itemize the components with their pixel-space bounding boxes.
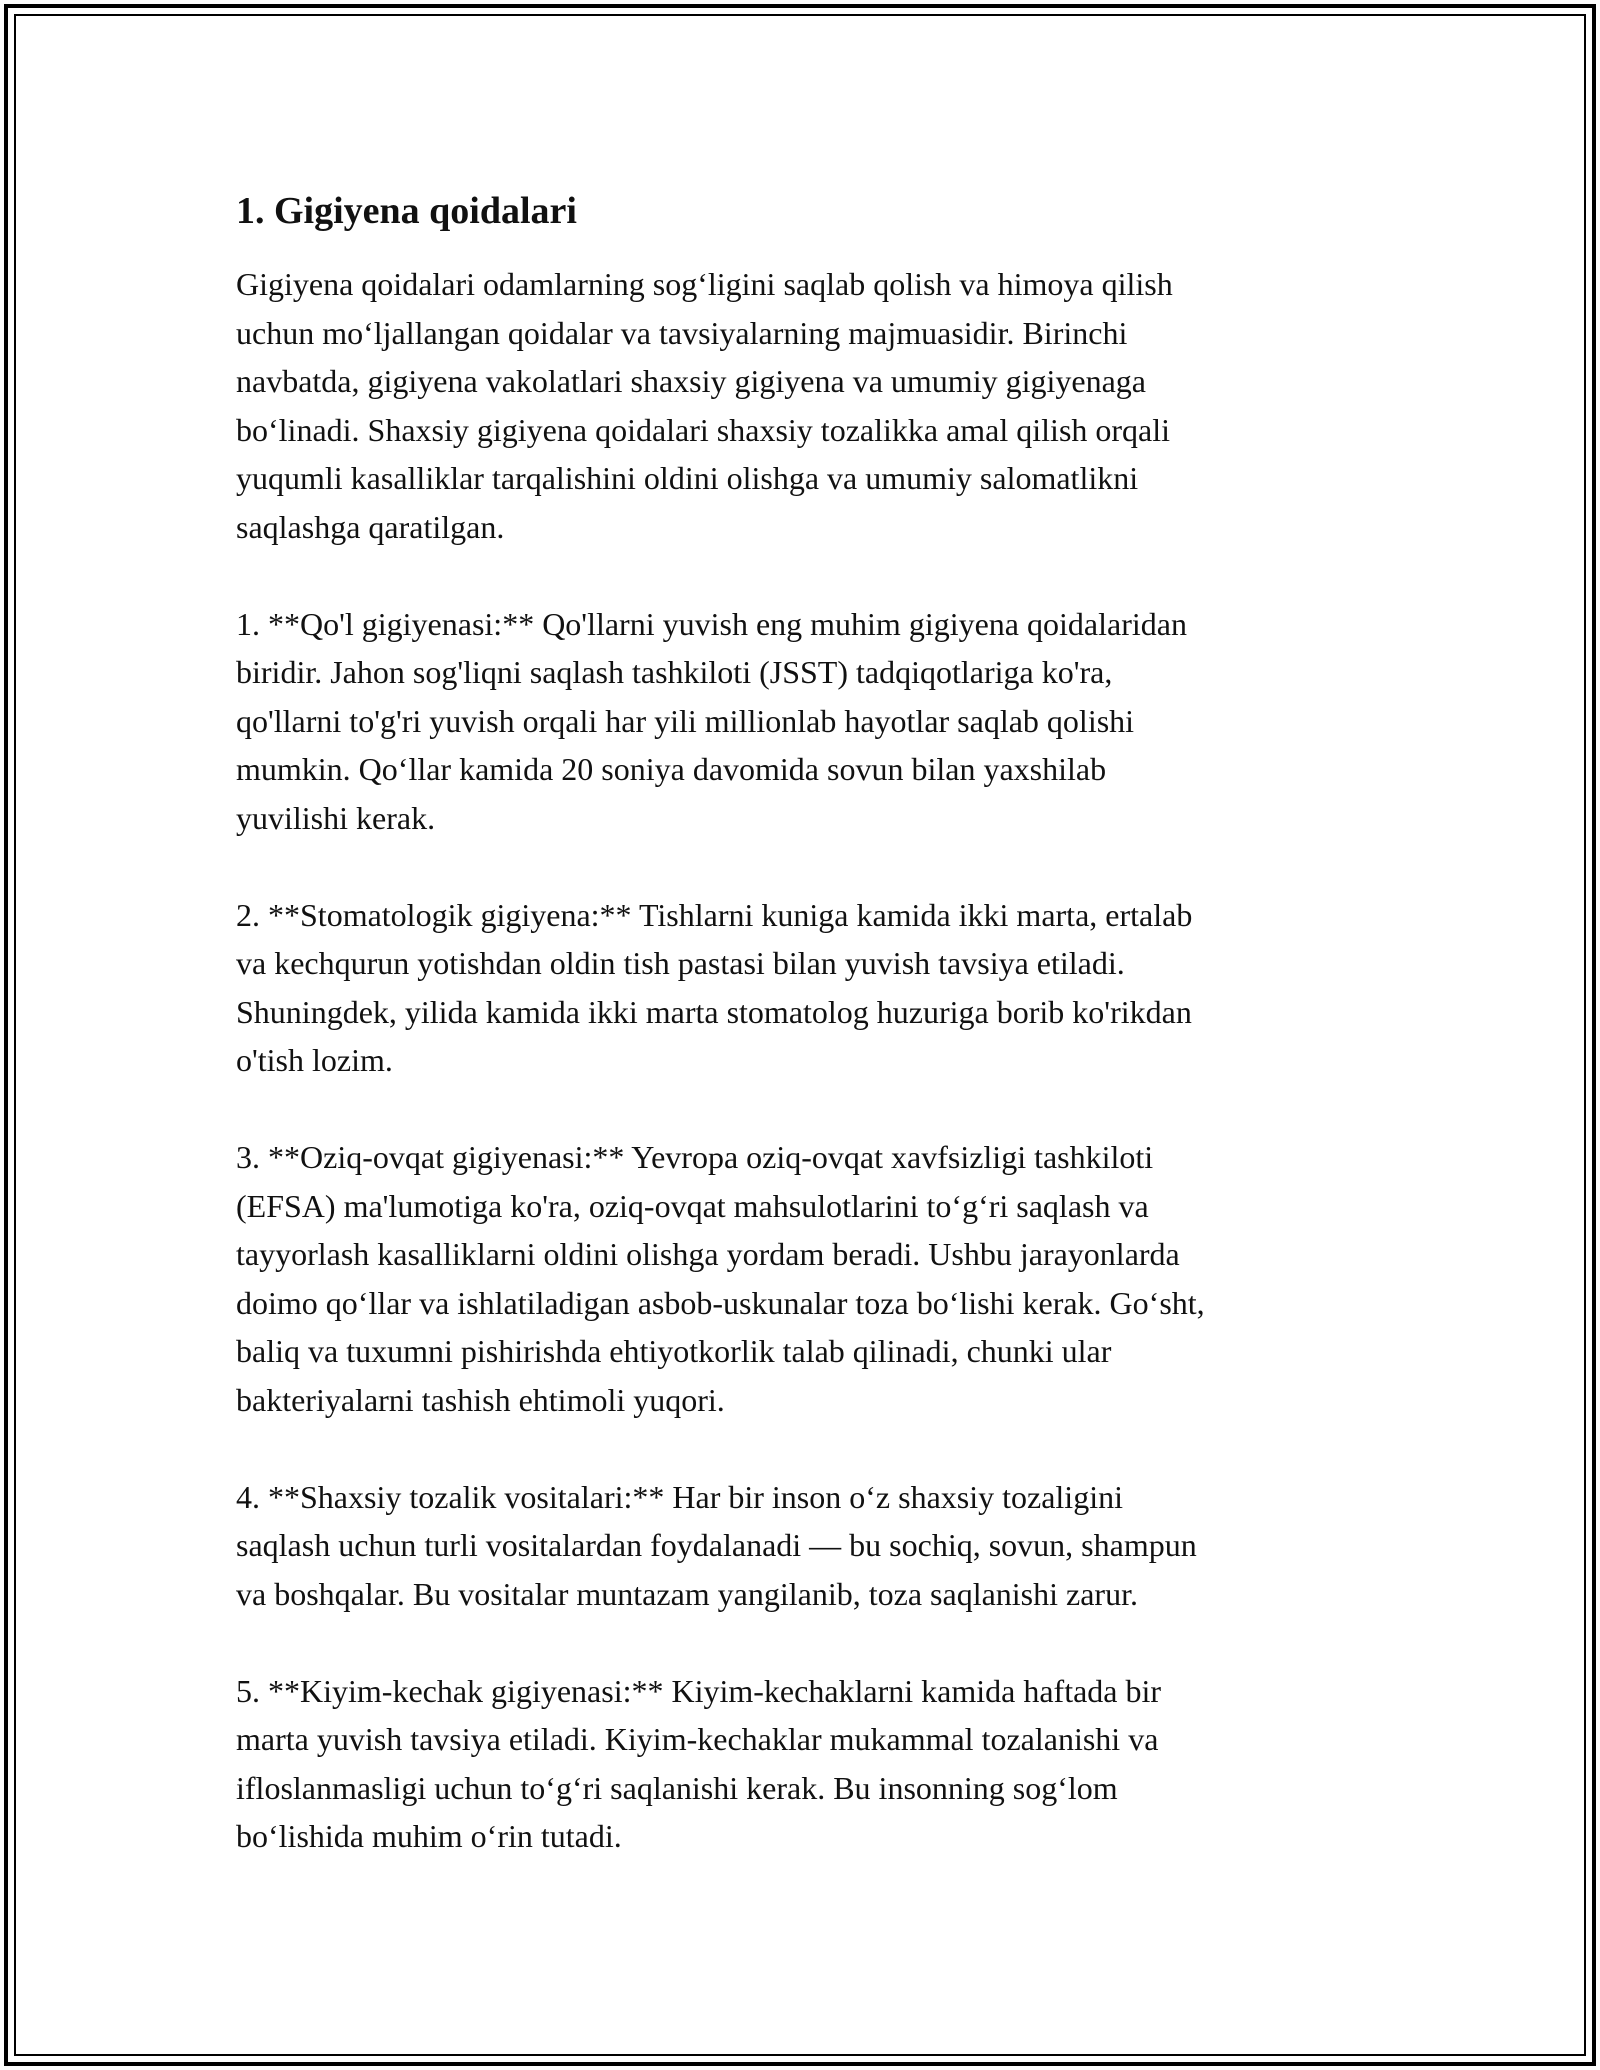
food-hygiene-paragraph: 3. **Oziq-ovqat gigiyenasi:** Yevropa oziq-ovqat xavfsizligi tashkiloti (EFSA) ma'lumotiga ko'ra, oziq-ovqat mahsulotlarini to‘g‘ri saqlash va tayyorlash kasalliklarni oldini olishga yordam beradi. Ushbu jarayonlarda doimo qo‘llar va ishlatiladigan asbob-uskunalar toza bo‘lishi kerak. Go‘sht, baliq va tuxumni pishirishda ehtiyotkorlik talab qilinadi, chunki ular bakteriyalarni tashish ehtimoli yuqori.: [236, 1139, 1205, 1418]
section-heading: 1. Gigiyena qoidalari: [236, 190, 577, 232]
dental-hygiene-paragraph: 2. **Stomatologik gigiyena:** Tishlarni kuniga kamida ikki marta, ertalab va kechqurun yotishdan oldin tish pastasi bilan yuvish tavsiya etiladi. Shuningdek, yilida kamida ikki marta stomatolog huzuriga borib ko'rikdan o'tish lozim.: [236, 896, 1193, 1078]
document-body: [236, 186, 1366, 1909]
intro-paragraph: Gigiyena qoidalari odamlarning sog‘ligini saqlab qolish va himoya qilish uchun mo‘ljallangan qoidalar va tavsiyalarning majmuasidir. Birinchi navbatda, gigiyena vakolatlari shaxsiy gigiyena va umumiy gigiyenaga bo‘linadi. Shaxsiy gigiyena qoidalari shaxsiy tozalikka amal qilish orqali yuqumli kasalliklar tarqalishini oldini olishga va umumiy salomatlikni saqlashga qaratilgan.: [236, 266, 1173, 545]
hand-hygiene-paragraph: 1. **Qo'l gigiyenasi:** Qo'llarni yuvish eng muhim gigiyena qoidalaridan biridir. Jahon sog'liqni saqlash tashkiloti (JSST) tadqiqotlariga ko'ra, qo'llarni to'g'ri yuvish orqali har yili millionlab hayotlar saqlab qolishi mumkin. Qo‘llar kamida 20 soniya davomida sovun bilan yaxshilab yuvilishi kerak.: [236, 605, 1187, 836]
personal-care-paragraph: 4. **Shaxsiy tozalik vositalari:** Har bir inson o‘z shaxsiy tozaligini saqlash uchun turli vositalardan foydalanadi — bu sochiq, sovun, shampun va boshqalar. Bu vositalar muntazam yangilanib, toza saqlanishi zarur.: [236, 1478, 1197, 1612]
clothing-hygiene-paragraph: 5. **Kiyim-kechak gigiyenasi:** Kiyim-kechaklarni kamida haftada bir marta yuvish tavsiya etiladi. Kiyim-kechaklar mukammal tozalanishi va ifloslanmasligi uchun to‘g‘ri saqlanishi kerak. Bu insonning sog‘lom bo‘lishida muhim o‘rin tutadi.: [236, 1672, 1162, 1854]
